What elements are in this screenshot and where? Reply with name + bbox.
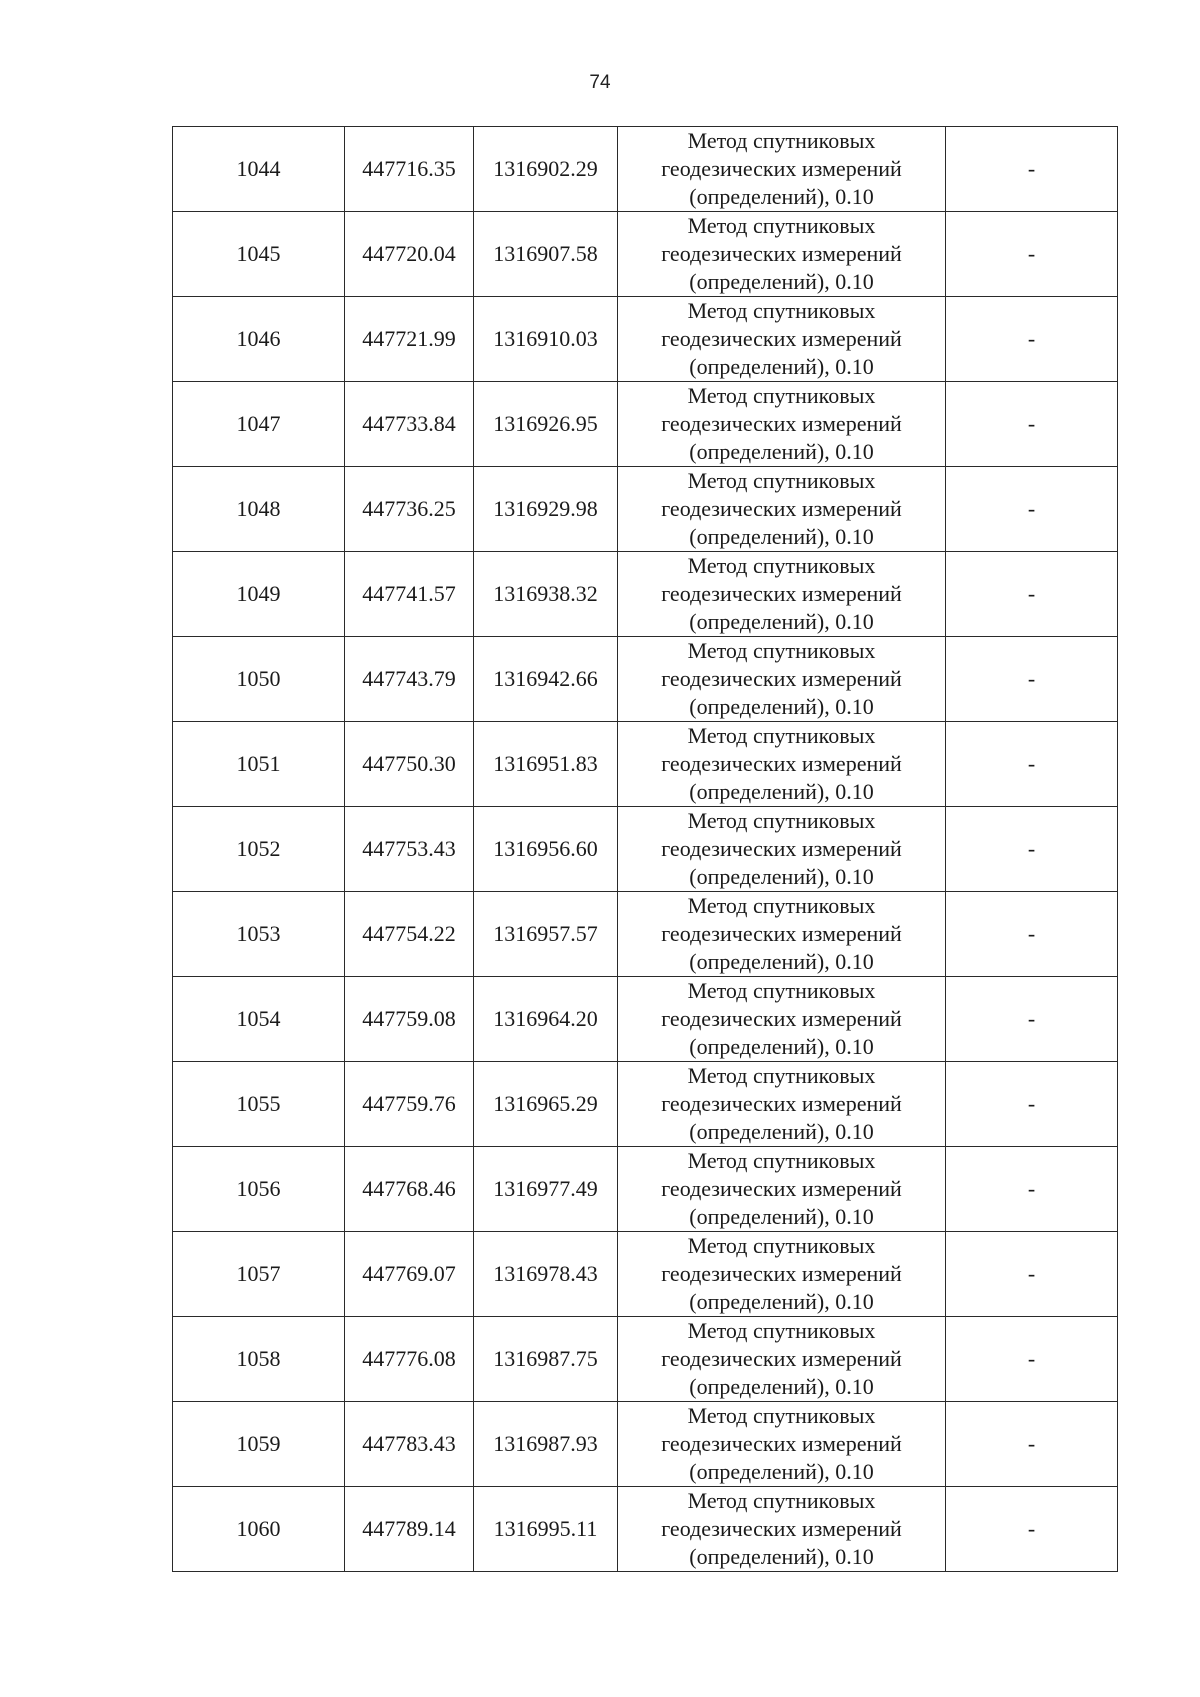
table-row: [173, 1147, 1118, 1232]
point-number-cell: 1060: [173, 1487, 345, 1572]
point-number-cell: 1045: [173, 212, 345, 297]
method-cell: [618, 807, 946, 892]
method-cell: [618, 127, 946, 212]
note-cell: -: [946, 637, 1118, 722]
note-cell: -: [946, 1232, 1118, 1317]
table-row: [173, 552, 1118, 637]
table-row: [173, 1232, 1118, 1317]
table-row: [173, 467, 1118, 552]
y-coordinate-cell: 1316987.75: [474, 1317, 618, 1402]
method-text: Метод спутниковых геодезических измерений (определений), 0.10: [661, 213, 902, 294]
table-row: [173, 722, 1118, 807]
note-cell: -: [946, 1317, 1118, 1402]
coordinates-table: [172, 126, 1118, 1572]
method-cell: [618, 552, 946, 637]
x-coordinate-cell: 447743.79: [345, 637, 474, 722]
y-coordinate-cell: 1316926.95: [474, 382, 618, 467]
method-cell: [618, 892, 946, 977]
table-row: [173, 807, 1118, 892]
table-row: [173, 637, 1118, 722]
coordinates-table-body: [173, 127, 1118, 1572]
point-number-cell: 1059: [173, 1402, 345, 1487]
note-cell: -: [946, 807, 1118, 892]
note-cell: -: [946, 1147, 1118, 1232]
note-cell: -: [946, 722, 1118, 807]
table-row: [173, 297, 1118, 382]
note-cell: -: [946, 382, 1118, 467]
note-cell: -: [946, 977, 1118, 1062]
y-coordinate-cell: 1316942.66: [474, 637, 618, 722]
table-row: [173, 1062, 1118, 1147]
method-text: Метод спутниковых геодезических измерений (определений), 0.10: [661, 1488, 902, 1569]
x-coordinate-cell: 447783.43: [345, 1402, 474, 1487]
point-number-cell: 1056: [173, 1147, 345, 1232]
method-text: Метод спутниковых геодезических измерений (определений), 0.10: [661, 808, 902, 889]
note-cell: -: [946, 1062, 1118, 1147]
method-cell: [618, 467, 946, 552]
y-coordinate-cell: 1316951.83: [474, 722, 618, 807]
method-text: Метод спутниковых геодезических измерений (определений), 0.10: [661, 1403, 902, 1484]
point-number-cell: 1057: [173, 1232, 345, 1317]
x-coordinate-cell: 447753.43: [345, 807, 474, 892]
x-coordinate-cell: 447754.22: [345, 892, 474, 977]
table-row: [173, 1487, 1118, 1572]
method-text: Метод спутниковых геодезических измерений (определений), 0.10: [661, 383, 902, 464]
note-cell: -: [946, 297, 1118, 382]
point-number-cell: 1055: [173, 1062, 345, 1147]
method-text: Метод спутниковых геодезических измерений (определений), 0.10: [661, 1148, 902, 1229]
table-row: [173, 212, 1118, 297]
y-coordinate-cell: 1316965.29: [474, 1062, 618, 1147]
point-number-cell: 1046: [173, 297, 345, 382]
point-number-cell: 1058: [173, 1317, 345, 1402]
y-coordinate-cell: 1316902.29: [474, 127, 618, 212]
method-text: Метод спутниковых геодезических измерений (определений), 0.10: [661, 638, 902, 719]
method-text: Метод спутниковых геодезических измерений (определений), 0.10: [661, 468, 902, 549]
x-coordinate-cell: 447733.84: [345, 382, 474, 467]
x-coordinate-cell: 447776.08: [345, 1317, 474, 1402]
x-coordinate-cell: 447769.07: [345, 1232, 474, 1317]
method-text: Метод спутниковых геодезических измерений (определений), 0.10: [661, 1233, 902, 1314]
x-coordinate-cell: 447768.46: [345, 1147, 474, 1232]
method-text: Метод спутниковых геодезических измерений (определений), 0.10: [661, 298, 902, 379]
method-cell: [618, 977, 946, 1062]
method-text: Метод спутниковых геодезических измерений (определений), 0.10: [661, 1318, 902, 1399]
x-coordinate-cell: 447789.14: [345, 1487, 474, 1572]
table-row: [173, 1317, 1118, 1402]
point-number-cell: 1050: [173, 637, 345, 722]
method-cell: [618, 297, 946, 382]
point-number-cell: 1052: [173, 807, 345, 892]
y-coordinate-cell: 1316910.03: [474, 297, 618, 382]
note-cell: -: [946, 1487, 1118, 1572]
note-cell: -: [946, 892, 1118, 977]
method-text: Метод спутниковых геодезических измерений (определений), 0.10: [661, 1063, 902, 1144]
method-text: Метод спутниковых геодезических измерений (определений), 0.10: [661, 723, 902, 804]
method-text: Метод спутниковых геодезических измерений (определений), 0.10: [661, 553, 902, 634]
x-coordinate-cell: 447750.30: [345, 722, 474, 807]
point-number-cell: 1049: [173, 552, 345, 637]
point-number-cell: 1044: [173, 127, 345, 212]
y-coordinate-cell: 1316987.93: [474, 1402, 618, 1487]
y-coordinate-cell: 1316938.32: [474, 552, 618, 637]
method-cell: [618, 722, 946, 807]
method-cell: [618, 212, 946, 297]
x-coordinate-cell: 447759.08: [345, 977, 474, 1062]
y-coordinate-cell: 1316907.58: [474, 212, 618, 297]
table-row: [173, 382, 1118, 467]
page-number: 74: [589, 72, 611, 93]
x-coordinate-cell: 447759.76: [345, 1062, 474, 1147]
method-cell: [618, 382, 946, 467]
method-cell: [618, 1487, 946, 1572]
x-coordinate-cell: 447720.04: [345, 212, 474, 297]
y-coordinate-cell: 1316957.57: [474, 892, 618, 977]
x-coordinate-cell: 447721.99: [345, 297, 474, 382]
x-coordinate-cell: 447716.35: [345, 127, 474, 212]
table-row: [173, 127, 1118, 212]
method-text: Метод спутниковых геодезических измерений (определений), 0.10: [661, 978, 902, 1059]
point-number-cell: 1054: [173, 977, 345, 1062]
x-coordinate-cell: 447736.25: [345, 467, 474, 552]
point-number-cell: 1051: [173, 722, 345, 807]
method-cell: [618, 1317, 946, 1402]
method-cell: [618, 637, 946, 722]
table-row: [173, 892, 1118, 977]
note-cell: -: [946, 552, 1118, 637]
note-cell: -: [946, 212, 1118, 297]
y-coordinate-cell: 1316977.49: [474, 1147, 618, 1232]
y-coordinate-cell: 1316929.98: [474, 467, 618, 552]
table-row: [173, 1402, 1118, 1487]
y-coordinate-cell: 1316978.43: [474, 1232, 618, 1317]
method-cell: [618, 1147, 946, 1232]
y-coordinate-cell: 1316964.20: [474, 977, 618, 1062]
method-cell: [618, 1402, 946, 1487]
point-number-cell: 1048: [173, 467, 345, 552]
y-coordinate-cell: 1316995.11: [474, 1487, 618, 1572]
method-text: Метод спутниковых геодезических измерений (определений), 0.10: [661, 128, 902, 209]
point-number-cell: 1047: [173, 382, 345, 467]
point-number-cell: 1053: [173, 892, 345, 977]
table-row: [173, 977, 1118, 1062]
note-cell: -: [946, 1402, 1118, 1487]
method-text: Метод спутниковых геодезических измерений (определений), 0.10: [661, 893, 902, 974]
method-cell: [618, 1232, 946, 1317]
y-coordinate-cell: 1316956.60: [474, 807, 618, 892]
note-cell: -: [946, 127, 1118, 212]
x-coordinate-cell: 447741.57: [345, 552, 474, 637]
note-cell: -: [946, 467, 1118, 552]
method-cell: [618, 1062, 946, 1147]
